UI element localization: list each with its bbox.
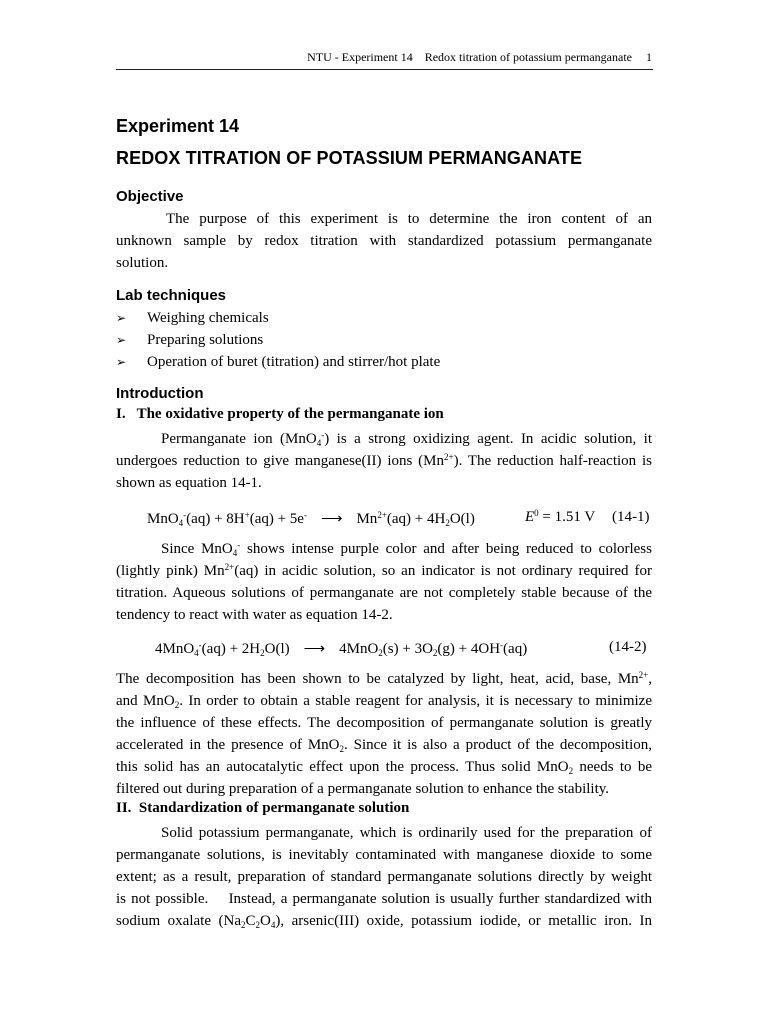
arrowhead-bullet-icon: ➢ <box>116 355 127 369</box>
lab-techniques-heading: Lab techniques <box>116 287 227 304</box>
arrowhead-bullet-icon: ➢ <box>116 333 127 347</box>
paragraph-line: filtered out during preparation of a permanganate solution to enhance the stability. <box>116 781 610 797</box>
header-rule <box>116 69 653 70</box>
objective-heading: Objective <box>116 188 184 205</box>
paragraph-line: shown as equation 14-1. <box>116 475 262 491</box>
equation-number: (14-1) <box>612 509 650 525</box>
objective-line: unknown sample by redox titration with standardized potassium permanganate <box>116 233 652 249</box>
objective-line: solution. <box>116 255 169 271</box>
list-item <box>116 307 269 329</box>
objective-line: The purpose of this experiment is to determine the iron content of an <box>166 211 652 227</box>
paragraph-line: Solid potassium permanganate, which is ordinarily used for the preparation of <box>161 825 652 841</box>
list-item-text: Preparing solutions <box>147 332 264 348</box>
paragraph-line: (lightly pink) $Mn^{2+}(aq)$ in acidic solution, so an indicator is not ordinary required for <box>116 562 652 579</box>
introduction-heading: Introduction <box>116 385 204 402</box>
paragraph-line: this solid has an autocatalytic effect upon the process. Thus solid MnO$_2$ needs to be <box>116 759 652 776</box>
paragraph-line: accelerated in the presence of MnO$_2$. Since it is also a product of the decomposition, <box>116 737 652 754</box>
paragraph-line: is not possible. Instead, a permanganate solution is usually further standardized with <box>116 891 652 907</box>
list-item <box>116 351 440 373</box>
paragraph-line: Since MnO$_4$- shows intense purple color and after being reduced to colorless <box>161 540 652 558</box>
paragraph-line: undergoes reduction to give manganese(II) ions $(Mn^{2+})$. The reduction half-reaction is <box>116 452 652 469</box>
experiment-label: Experiment 14 <box>116 116 240 136</box>
paragraph-line: permanganate solutions, is inevitably contaminated with manganese dioxide to some <box>116 847 652 863</box>
paragraph-line: The decomposition has been shown to be catalyzed by light, heat, acid, base, $Mn^{2+}$, <box>116 670 652 687</box>
standard-potential: $E^0 = 1.51$ V <box>525 508 596 525</box>
running-title: NTU - Experiment 14 Redox titration of potassium permanganate <box>307 50 632 64</box>
equation-14-2: $4MnO_4^-(aq) + 2H_2O(l)$ ⟶ $4MnO_2(s) + 3O_2(g) + 4OH^-(aq)$ <box>155 640 528 658</box>
arrowhead-bullet-icon: ➢ <box>116 311 127 325</box>
section-heading: I. The oxidative property of the permanganate ion <box>116 406 444 422</box>
paragraph-line: tendency to react with water as equation 14-2. <box>116 607 393 623</box>
section-heading: II. Standardization of permanganate solution <box>116 800 410 816</box>
paragraph-line: the influence of these effects. The decomposition of permanganate solution is greatly <box>116 715 652 731</box>
paragraph-line: extent; as a result, preparation of standard permanganate solutions directly by weight <box>116 869 652 885</box>
paragraph-line: titration. Aqueous solutions of permanganate are not completely stable because of the <box>116 585 652 601</box>
paragraph-line: Permanganate ion (MnO$_4$-) is a strong oxidizing agent. In acidic solution, it <box>161 430 653 448</box>
reaction-arrow-icon: ⟶ <box>303 641 326 657</box>
document-title: REDOX TITRATION OF POTASSIUM PERMANGANATE <box>116 148 583 168</box>
list-item-text: Weighing chemicals <box>147 310 269 326</box>
reaction-arrow-icon: ⟶ <box>320 511 343 527</box>
paragraph-line: sodium oxalate $(Na_2C_2O_4)$, arsenic(III) oxide, potassium iodide, or metallic iron. In <box>116 913 653 930</box>
equation-number: (14-2) <box>609 639 647 655</box>
equation-14-1: MnO$_4$-(aq) + 8H+(aq) + 5e- ⟶ $Mn^{2+}(aq) + 4H_2O(l)$ <box>147 510 475 528</box>
page-number: 1 <box>646 50 652 64</box>
list-item-text: Operation of buret (titration) and stirrer/hot plate <box>147 354 441 370</box>
paragraph-line: and MnO$_2$. In order to obtain a stable reagent for analysis, it is necessary to minimize <box>116 693 652 710</box>
running-header <box>116 50 652 68</box>
list-item <box>116 329 263 351</box>
